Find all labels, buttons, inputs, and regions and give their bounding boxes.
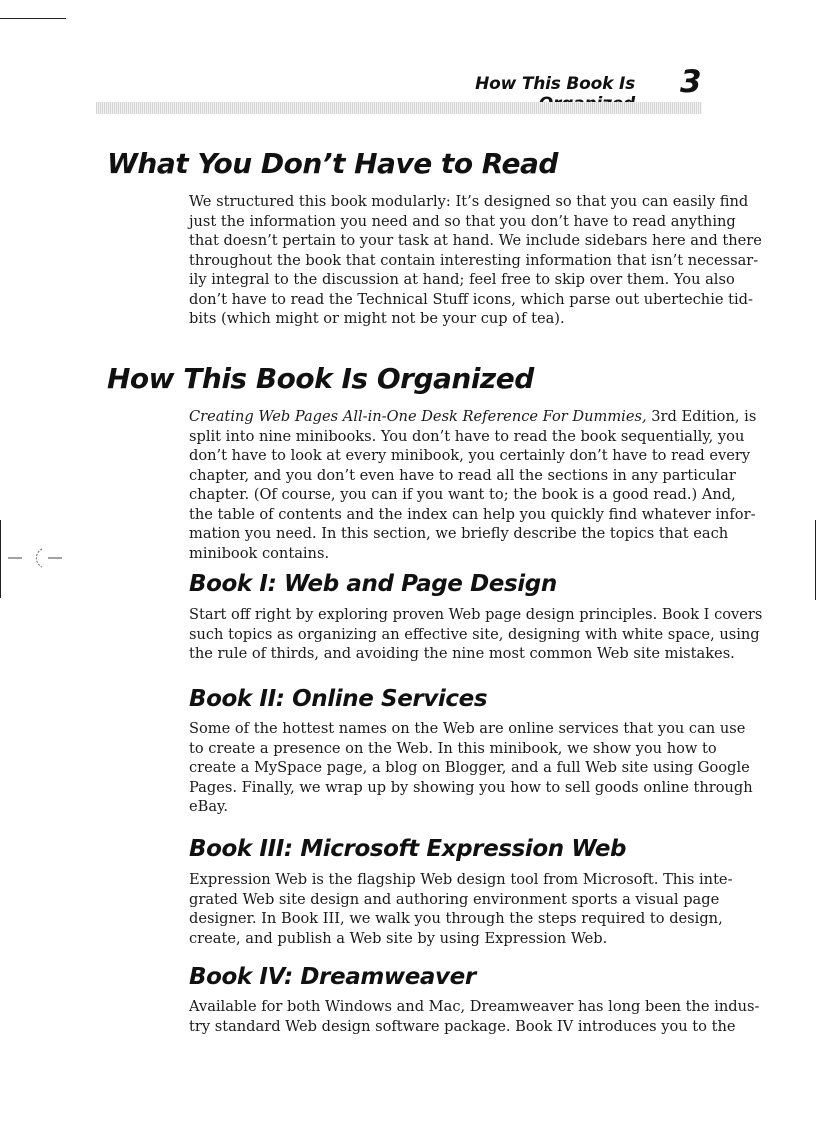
- paragraph-line: Some of the hottest names on the Web are online services that you can use: [189, 720, 746, 737]
- registration-mark-icon: [8, 546, 62, 570]
- paragraph-line: split into nine minibooks. You don’t have to read the book sequentially, you: [189, 427, 745, 445]
- paragraph-line: create, and publish a Web site by using Expression Web.: [189, 929, 608, 947]
- paragraph-line: chapter, and you don’t even have to read all the sections in any particular: [189, 466, 736, 484]
- paragraph-book-3: [189, 870, 733, 948]
- paragraph-line: don’t have to look at every minibook, you certainly don’t have to read every: [189, 447, 751, 464]
- paragraph-line: Available for both Windows and Mac, Dreamweaver has long been the indus-: [189, 998, 760, 1015]
- section-heading-what-you-dont-have-to-read: What You Don’t Have to Read: [107, 147, 558, 180]
- paragraph-line: that doesn’t pertain to your task at hand. We include sidebars here and there: [189, 232, 762, 249]
- paragraph-line: We structured this book modularly: It’s designed so that you can easily find: [189, 193, 749, 210]
- paragraph-line: eBay.: [189, 798, 229, 815]
- paragraph-line: just the information you need and so that you don’t have to read anything: [189, 212, 736, 230]
- paragraph-line: grated Web site design and authoring environment sports a visual page: [189, 890, 720, 908]
- section-paragraph-how-this-book-is-organized: [189, 407, 757, 563]
- paragraph-line: Start off right by exploring proven Web page design principles. Book I covers: [189, 606, 763, 623]
- section-paragraph-what-you-dont-have-to-read: [189, 192, 762, 329]
- paragraph-line-rest: 3rd Edition, is: [646, 408, 757, 425]
- crop-mark-left: [0, 520, 1, 598]
- paragraph-line: Pages. Finally, we wrap up by showing you how to sell goods online through: [189, 778, 753, 796]
- paragraph-line: mation you need. In this section, we briefly describe the topics that each: [189, 525, 729, 542]
- paragraph-line: Expression Web is the flagship Web design tool from Microsoft. This inte-: [189, 871, 733, 888]
- paragraph-line: try standard Web design software package. Book IV introduces you to the: [189, 1017, 736, 1035]
- paragraph-line: the rule of thirds, and avoiding the nine most common Web site mistakes.: [189, 645, 735, 662]
- paragraph-line: the table of contents and the index can help you quickly find whatever infor-: [189, 505, 756, 523]
- header-rule: [96, 102, 702, 114]
- paragraph-book-4: [189, 997, 760, 1036]
- paragraph-line: throughout the book that contain interesting information that isn’t necessar-: [189, 251, 759, 269]
- paragraph-line: such topics as organizing an effective site, designing with white space, using: [189, 625, 760, 643]
- paragraph-line: chapter. (Of course, you can if you want to; the book is a good read.) And,: [189, 486, 736, 503]
- page-number: 3: [680, 64, 702, 100]
- section-heading-how-this-book-is-organized: How This Book Is Organized: [107, 362, 534, 395]
- running-head: How This Book Is: [475, 74, 635, 94]
- paragraph-line: ily integral to the discussion at hand; feel free to skip over them. You also: [189, 271, 735, 288]
- paragraph-line: don’t have to read the Technical Stuff icons, which parse out ubertechie tid-: [189, 290, 753, 308]
- paragraph-book-2: [189, 719, 753, 817]
- paragraph-book-1: [189, 605, 763, 664]
- subheading-book-3: Book III: Microsoft Expression Web: [189, 836, 627, 862]
- paragraph-line: designer. In Book III, we walk you through the steps required to design,: [189, 910, 723, 927]
- subheading-book-4: Book IV: Dreamweaver: [189, 964, 476, 990]
- crop-mark-top: [0, 18, 66, 19]
- subheading-book-1: Book I: Web and Page Design: [189, 571, 557, 597]
- book-title-citation: Creating Web Pages All-in-One Desk Reference For Dummies,: [189, 408, 647, 425]
- paragraph-line: to create a presence on the Web. In this minibook, we show you how to: [189, 739, 717, 757]
- paragraph-line: minibook contains.: [189, 544, 330, 562]
- paragraph-line: bits (which might or might not be your cup of tea).: [189, 310, 565, 327]
- subheading-book-2: Book II: Online Services: [189, 686, 488, 712]
- paragraph-line: create a MySpace page, a blog on Blogger, and a full Web site using Google: [189, 759, 750, 776]
